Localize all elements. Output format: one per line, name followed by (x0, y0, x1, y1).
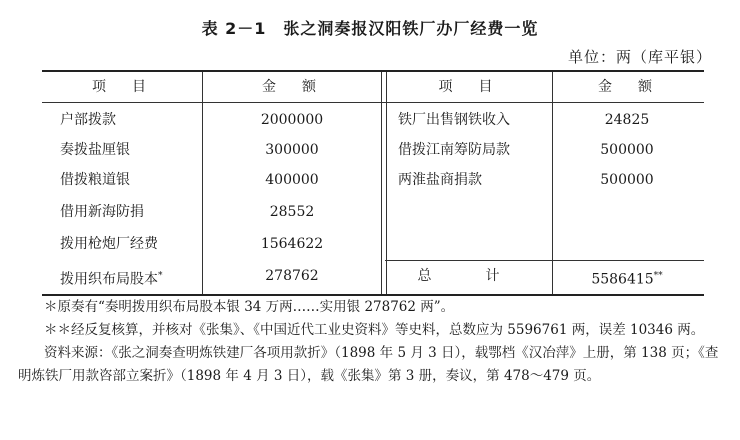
table-cell-item: 借拨粮道银 (60, 172, 130, 188)
table-cell-amount: 28552 (269, 204, 315, 220)
table-cell-item: 两淮盐商捐款 (398, 172, 482, 188)
total-separator (385, 260, 704, 261)
table-notes (18, 296, 722, 388)
footnote-1: ＊原奏有“奏明拨用织布局股本银 34 万两……实用银 278762 两”。 (44, 299, 455, 315)
table-cell-amount: 278762 (265, 268, 319, 284)
header-item-right: 项 目 (438, 79, 499, 95)
table-cell-amount: 300000 (265, 142, 319, 158)
total-label: 总 计 (417, 268, 520, 284)
unit-label: 单位：两（库平银） (567, 48, 712, 66)
footnote-mark: * (158, 271, 163, 281)
table-title: 表 2－1 张之洞奏报汉阳铁厂办厂经费一览 (201, 19, 539, 38)
table-header-row (42, 72, 704, 103)
footnote-mark: ** (653, 271, 663, 281)
expense-table (42, 70, 704, 296)
table-cell-amount: 400000 (265, 172, 319, 188)
table-cell-amount: 500000 (600, 172, 654, 188)
table-cell-item: 拨用枪炮厂经费 (60, 236, 158, 252)
source-note: 资料来源：《张之洞奏查明炼铁建厂各项用款折》（1898 年 5 月 3 日），载鄂档《汉冶萍》上册，第 138 页；《查明炼铁厂用款咨部立案折》（1898 年 4 月 3 日），载《张集》第 3 册，奏议，第 478～479 页。 (18, 345, 719, 384)
header-item-left: 项 目 (92, 79, 152, 95)
table-cell-item: 拨用织布局股本* (60, 271, 163, 288)
table-cell-amount: 2000000 (260, 112, 324, 128)
total-amount: 5586415** (591, 271, 663, 288)
table-cell-item: 户部拨款 (60, 112, 116, 128)
table-cell-amount: 1564622 (260, 236, 324, 252)
header-amount-right: 金 额 (598, 79, 658, 95)
footnote-2: ＊＊经反复核算，并核对《张集》、《中国近代工业史资料》等史料，总数应为 5596761 两，误差 10346 两。 (44, 322, 705, 338)
table-cell-item: 借拨江南筹防局款 (398, 142, 510, 158)
table-cell-amount: 500000 (600, 142, 654, 158)
table-cell-item: 借用新海防捐 (60, 204, 144, 220)
table-cell-amount: 24825 (604, 112, 650, 128)
table-cell-item: 铁厂出售钢铁收入 (398, 112, 510, 128)
header-amount-left: 金 额 (262, 79, 322, 95)
table-cell-item: 奏拨盐厘银 (60, 142, 130, 158)
